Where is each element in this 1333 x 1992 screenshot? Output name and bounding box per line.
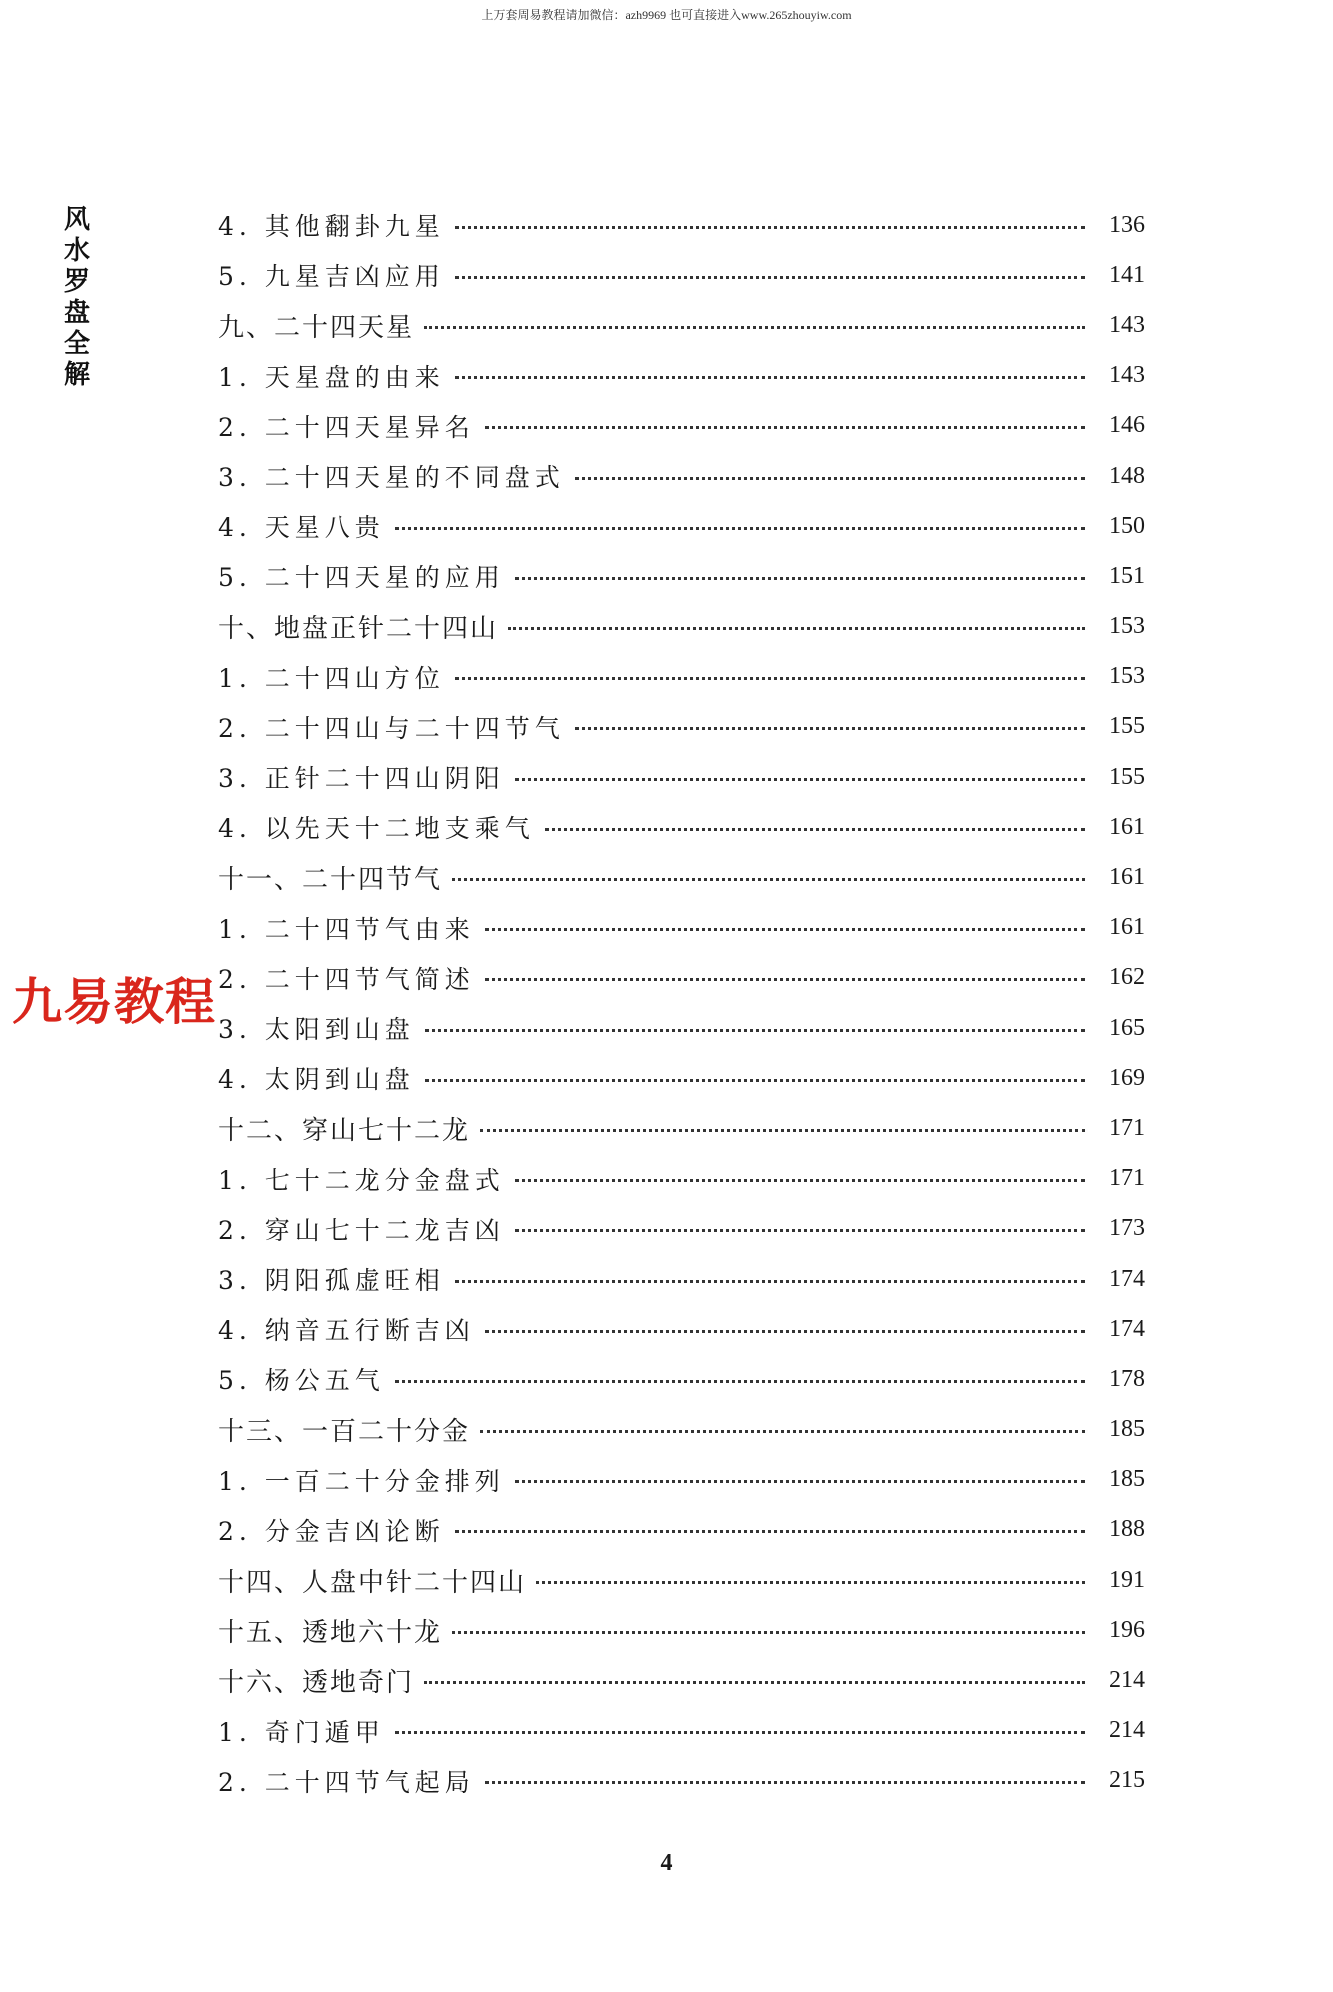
toc-section-entry xyxy=(218,200,1145,250)
toc-entry-title: 4. 其他翻卦九星 xyxy=(218,212,445,242)
dot-leader xyxy=(515,1229,1085,1232)
toc-section-entry xyxy=(218,1003,1145,1053)
dot-leader xyxy=(485,978,1085,981)
watermark-logo: 九易教程 xyxy=(12,973,216,1031)
toc-entry-title: 3. 二十四天星的不同盘式 xyxy=(218,463,565,493)
dot-leader xyxy=(508,627,1085,630)
toc-entry-title: 2. 二十四天星异名 xyxy=(218,412,475,442)
toc-entry-title: 4. 太阴到山盘 xyxy=(218,1065,415,1095)
toc-section-entry xyxy=(218,652,1145,702)
toc-entry-title: 十四、人盘中针二十四山 xyxy=(218,1567,527,1598)
toc-entry-title: 3. 正针二十四山阴阳 xyxy=(218,764,505,794)
toc-entry-page: 188 xyxy=(1109,1516,1145,1543)
toc-entry-title: 十二、穿山七十二龙 xyxy=(218,1115,471,1146)
toc-entry-page: 173 xyxy=(1109,1215,1145,1242)
book-title-char: 解 xyxy=(63,360,90,390)
toc-entry-page: 141 xyxy=(1109,261,1145,288)
toc-entry-title: 1. 天星盘的由来 xyxy=(218,362,445,392)
book-title-char: 盘 xyxy=(63,298,90,328)
toc-entry-title: 1. 二十四节气由来 xyxy=(218,914,475,944)
toc-entry-title: 2. 分金吉凶论断 xyxy=(218,1516,445,1546)
toc-entry-title: 4. 天星八贵 xyxy=(218,513,385,543)
toc-chapter-entry xyxy=(218,602,1145,652)
toc-entry-page: 162 xyxy=(1109,964,1145,991)
toc-entry-title: 十五、透地六十龙 xyxy=(218,1617,443,1648)
toc-entry-page: 161 xyxy=(1109,914,1145,941)
toc-entry-title: 2. 二十四节气简述 xyxy=(218,964,475,994)
toc-section-entry xyxy=(218,903,1145,953)
toc-section-entry xyxy=(218,1706,1145,1756)
dot-leader xyxy=(452,878,1085,881)
toc-section-entry xyxy=(218,953,1145,1003)
toc-entry-title: 5. 杨公五气 xyxy=(218,1366,385,1396)
toc-entry-page: 153 xyxy=(1109,663,1145,690)
dot-leader xyxy=(515,1179,1085,1182)
toc-entry-page: 155 xyxy=(1109,713,1145,740)
toc-entry-title: 十一、二十四节气 xyxy=(218,865,443,896)
dot-leader xyxy=(515,577,1085,580)
toc-entry-title: 5. 二十四天星的应用 xyxy=(218,563,505,593)
toc-section-entry xyxy=(218,702,1145,752)
dot-leader xyxy=(425,1029,1085,1032)
toc-entry-page: 174 xyxy=(1109,1265,1145,1292)
dot-leader xyxy=(455,376,1085,379)
toc-entry-page: 143 xyxy=(1109,362,1145,389)
toc-entry-page: 161 xyxy=(1109,864,1145,891)
toc-entry-title: 2. 二十四山与二十四节气 xyxy=(218,713,565,743)
dot-leader xyxy=(485,426,1085,429)
toc-section-entry xyxy=(218,501,1145,551)
toc-entry-page: 171 xyxy=(1109,1165,1145,1192)
toc-entry-title: 十三、一百二十分金 xyxy=(218,1417,471,1448)
dot-leader xyxy=(424,1681,1085,1684)
toc-entry-page: 155 xyxy=(1109,763,1145,790)
dot-leader xyxy=(455,1280,1085,1283)
toc-entry-title: 2. 穿山七十二龙吉凶 xyxy=(218,1215,505,1245)
toc-section-entry xyxy=(218,351,1145,401)
dot-leader xyxy=(395,527,1085,530)
toc-entry-title: 4. 以先天十二地支乘气 xyxy=(218,814,535,844)
toc-entry-page: 161 xyxy=(1109,813,1145,840)
table-of-contents xyxy=(218,200,1145,1806)
dot-leader xyxy=(536,1581,1085,1584)
toc-chapter-entry xyxy=(218,1103,1145,1153)
toc-entry-title: 1. 七十二龙分金盘式 xyxy=(218,1165,505,1195)
toc-section-entry xyxy=(218,1304,1145,1354)
toc-entry-title: 九、二十四天星 xyxy=(218,312,415,343)
toc-section-entry xyxy=(218,401,1145,451)
dot-leader xyxy=(424,326,1085,329)
toc-entry-page: 191 xyxy=(1109,1566,1145,1593)
toc-entry-page: 148 xyxy=(1109,462,1145,489)
book-title-vertical xyxy=(60,205,94,391)
toc-entry-title: 1. 一百二十分金排列 xyxy=(218,1466,505,1496)
book-title-char: 罗 xyxy=(63,267,90,297)
dot-leader xyxy=(425,1079,1085,1082)
page-number: 4 xyxy=(660,1850,673,1876)
toc-chapter-entry xyxy=(218,1555,1145,1605)
toc-entry-page: 150 xyxy=(1109,512,1145,539)
toc-entry-title: 2. 二十四节气起局 xyxy=(218,1767,475,1797)
toc-entry-page: 196 xyxy=(1109,1616,1145,1643)
toc-chapter-entry xyxy=(218,300,1145,350)
toc-chapter-entry xyxy=(218,1605,1145,1655)
toc-entry-page: 171 xyxy=(1109,1114,1145,1141)
toc-entry-page: 165 xyxy=(1109,1014,1145,1041)
dot-leader xyxy=(480,1129,1085,1132)
toc-section-entry xyxy=(218,1505,1145,1555)
toc-entry-title: 3. 阴阳孤虚旺相 xyxy=(218,1266,445,1296)
toc-entry-title: 十、地盘正针二十四山 xyxy=(218,614,499,645)
dot-leader xyxy=(480,1430,1085,1433)
toc-chapter-entry xyxy=(218,1655,1145,1705)
toc-entry-page: 153 xyxy=(1109,613,1145,640)
toc-chapter-entry xyxy=(218,852,1145,902)
dot-leader xyxy=(575,477,1085,480)
toc-chapter-entry xyxy=(218,1405,1145,1455)
dot-leader xyxy=(395,1731,1085,1734)
toc-entry-page: 185 xyxy=(1109,1416,1145,1443)
dot-leader xyxy=(545,828,1085,831)
dot-leader xyxy=(575,727,1085,730)
toc-entry-title: 十六、透地奇门 xyxy=(218,1668,415,1699)
toc-entry-title: 5. 九星吉凶应用 xyxy=(218,262,445,292)
dot-leader xyxy=(515,778,1085,781)
dot-leader xyxy=(485,1781,1085,1784)
toc-entry-page: 215 xyxy=(1109,1767,1145,1794)
toc-entry-title: 1. 二十四山方位 xyxy=(218,663,445,693)
toc-entry-page: 146 xyxy=(1109,412,1145,439)
toc-section-entry xyxy=(218,1455,1145,1505)
toc-entry-page: 178 xyxy=(1109,1365,1145,1392)
toc-section-entry xyxy=(218,250,1145,300)
toc-entry-title: 3. 太阳到山盘 xyxy=(218,1015,415,1045)
toc-section-entry xyxy=(218,451,1145,501)
dot-leader xyxy=(485,1330,1085,1333)
toc-section-entry xyxy=(218,551,1145,601)
header-note: 上万套周易教程请加微信：azh9969 也可直接进入www.265zhouyiw.com xyxy=(481,8,852,22)
dot-leader xyxy=(485,928,1085,931)
toc-entry-page: 214 xyxy=(1109,1667,1145,1694)
toc-entry-title: 4. 纳音五行断吉凶 xyxy=(218,1316,475,1346)
toc-entry-page: 169 xyxy=(1109,1064,1145,1091)
dot-leader xyxy=(455,677,1085,680)
toc-entry-page: 143 xyxy=(1109,311,1145,338)
book-title-char: 水 xyxy=(63,236,90,266)
dot-leader xyxy=(455,226,1085,229)
toc-entry-page: 136 xyxy=(1109,211,1145,238)
book-title-char: 全 xyxy=(63,329,90,359)
toc-section-entry xyxy=(218,1254,1145,1304)
dot-leader xyxy=(455,1530,1085,1533)
toc-section-entry xyxy=(218,1756,1145,1806)
toc-entry-page: 151 xyxy=(1109,562,1145,589)
dot-leader xyxy=(452,1631,1085,1634)
toc-section-entry xyxy=(218,802,1145,852)
dot-leader xyxy=(455,276,1085,279)
toc-section-entry xyxy=(218,1204,1145,1254)
dot-leader xyxy=(395,1380,1085,1383)
toc-section-entry xyxy=(218,1053,1145,1103)
toc-section-entry xyxy=(218,1354,1145,1404)
dot-leader xyxy=(515,1480,1085,1483)
toc-entry-page: 185 xyxy=(1109,1466,1145,1493)
toc-section-entry xyxy=(218,752,1145,802)
toc-section-entry xyxy=(218,1154,1145,1204)
toc-entry-title: 1. 奇门遁甲 xyxy=(218,1717,385,1747)
toc-entry-page: 174 xyxy=(1109,1315,1145,1342)
toc-entry-page: 214 xyxy=(1109,1717,1145,1744)
book-title-char: 风 xyxy=(63,205,90,235)
